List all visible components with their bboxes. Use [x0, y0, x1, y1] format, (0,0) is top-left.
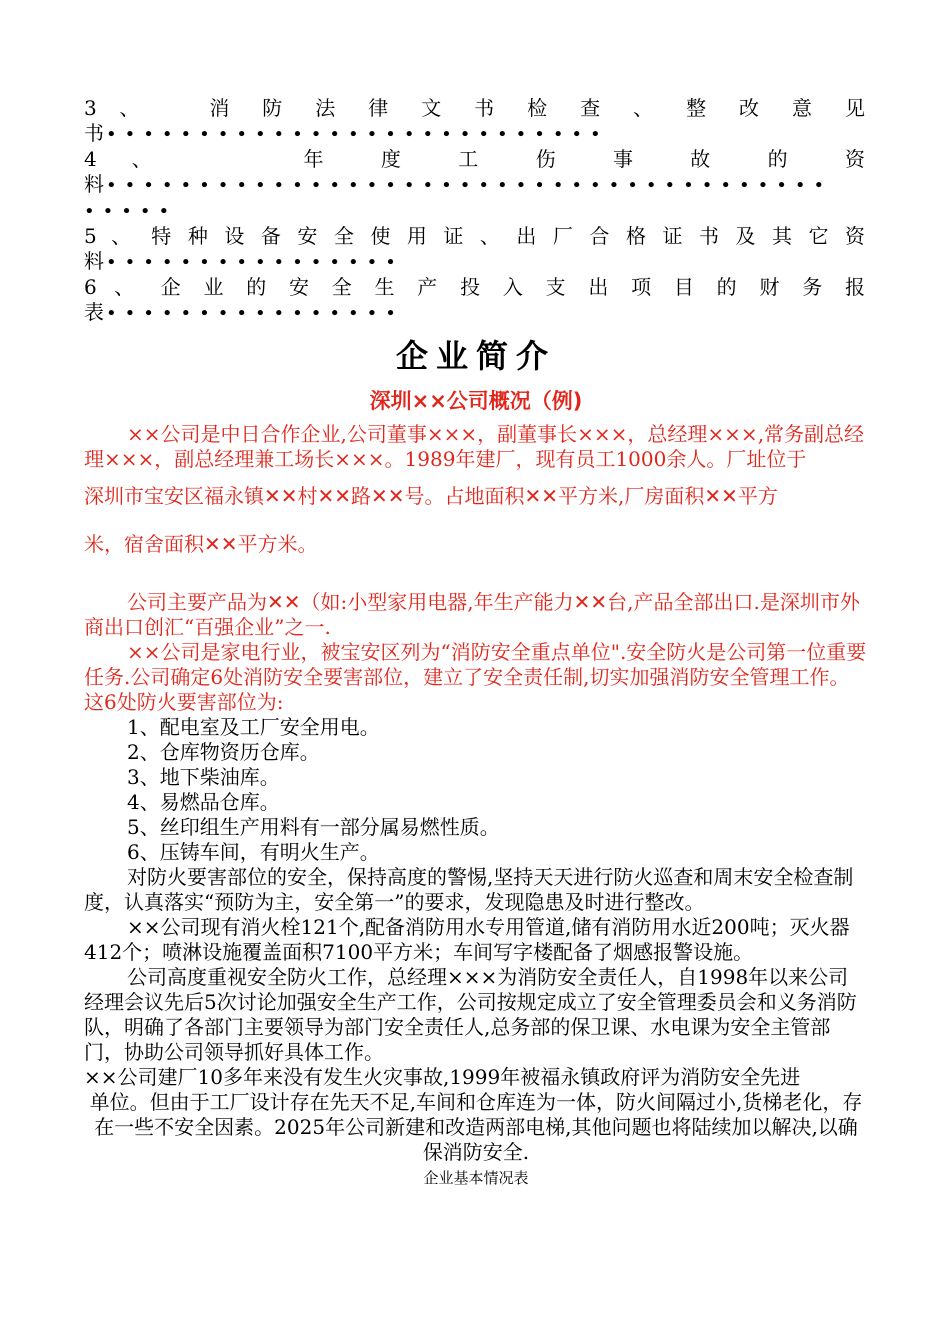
address-line: 深圳市宝安区福永镇✕✕村✕✕路✕✕号。占地面积✕✕平方米,厂房面积✕✕平方 [84, 484, 778, 508]
toc-entry-head: 3 、 消 防 法 律 文 书 检 查 、 整 改 意 见 [84, 96, 868, 120]
toc-leader-dots: ••••• [84, 201, 178, 222]
toc-entry-tail: 书 [84, 121, 106, 145]
list-item: 2、仓库物资历仓库。 [127, 740, 320, 764]
products-paragraph: 公司主要产品为✕✕（如:小型家用电器,年生产能力✕✕台,产品全部出口.是深圳市外商出口创汇“百强企业”之一. [84, 590, 860, 639]
table-caption: 企业基本情况表 [423, 1169, 529, 1187]
toc-leader-dots: •••••••••••••••• [106, 303, 404, 324]
history-paragraph-rest: 单位。但由于工厂设计存在先天不足,车间和仓库连为一体，防火间隔过小,货梯老化，存在一些不安全因素。2025年公司新建和改造两部电梯,其他问题也将陆续加以解决,以确保消防安全. [89, 1090, 863, 1164]
toc-entry-head: 4 、 年 度 工 伤 事 故 的 资 [84, 147, 868, 171]
section-subtitle: 深圳××公司概况（例) [369, 389, 583, 413]
toc-leader-dots: ••••••••••••••••••••••••••• [106, 124, 609, 145]
toc-entry-tail: 料 [84, 249, 106, 273]
management-paragraph: 公司高度重视安全防火工作，总经理×××为消防安全责任人，自1998年以来公司经理会议先后5次讨论加强安全生产工作，公司按规定成立了安全管理委员会和义务消防队，明确了各部门主要领导为部门安全责任人,总务部的保卫课、水电课为安全主管部门，协助公司领导抓好具体工作。 [84, 965, 857, 1064]
list-item: 1、配电室及工厂安全用电。 [127, 715, 380, 739]
toc-entry-5 [84, 224, 868, 275]
history-paragraph-first-line: ××公司建厂10多年来没有发生火灾事故,1999年被福永镇政府评为消防安全先进 [84, 1065, 801, 1089]
list-item: 4、易燃品仓库。 [127, 790, 280, 814]
document-page [84, 96, 868, 1188]
toc-entry-head: 5 、 特 种 设 备 安 全 使 用 证 、 出 厂 合 格 证 书 及 其 它 资 [84, 224, 868, 248]
intro-paragraph: ××公司是中日合作企业,公司董事×××，副董事长×××，总经理×××,常务副总经理×××，副总经理兼工场长×××。1989年建厂，现有员工1000余人。厂址位于 [84, 422, 865, 471]
toc-entry-6 [84, 275, 868, 326]
list-item: 3、地下柴油库。 [127, 765, 280, 789]
equipment-paragraph: ××公司现有消火栓121个,配备消防用水专用管道,储有消防用水近200吨；灭火器412个；喷淋设施覆盖面积7100平方米；车间写字楼配备了烟感报警设施。 [84, 915, 850, 964]
list-item: 5、丝印组生产用料有一部分属易燃性质。 [127, 815, 500, 839]
toc-entry-tail: 表 [84, 300, 106, 324]
toc-entry-4 [84, 147, 868, 224]
toc-entry-tail: 料 [84, 172, 106, 196]
page-title: 企业简介 [395, 337, 556, 375]
toc-entry-3 [84, 96, 868, 147]
dormitory-line: 米，宿舍面积✕✕平方米。 [84, 532, 318, 556]
toc-entry-head: 6 、 企 业 的 安 全 生 产 投 入 支 出 项 目 的 财 务 报 [84, 275, 868, 299]
toc-leader-dots: ••••••••••••••••••••••••••••••••••••••• [106, 175, 833, 196]
list-item: 6、压铸车间，有明火生产。 [127, 840, 380, 864]
safety-paragraph: 对防火要害部位的安全，保持高度的警惕,坚持天天进行防火巡查和周末安全检查制度，认真落实“预防为主，安全第一”的要求，发现隐患及时进行整改。 [84, 865, 854, 914]
key-units-paragraph: ××公司是家电行业，被宝安区列为“消防安全重点单位".安全防火是公司第一位重要任务.公司确定6处消防安全要害部位，建立了安全责任制,切实加强消防安全管理工作。这6处防火要害部位为: [84, 640, 867, 714]
toc-leader-dots: •••••••••••••••• [106, 252, 404, 273]
